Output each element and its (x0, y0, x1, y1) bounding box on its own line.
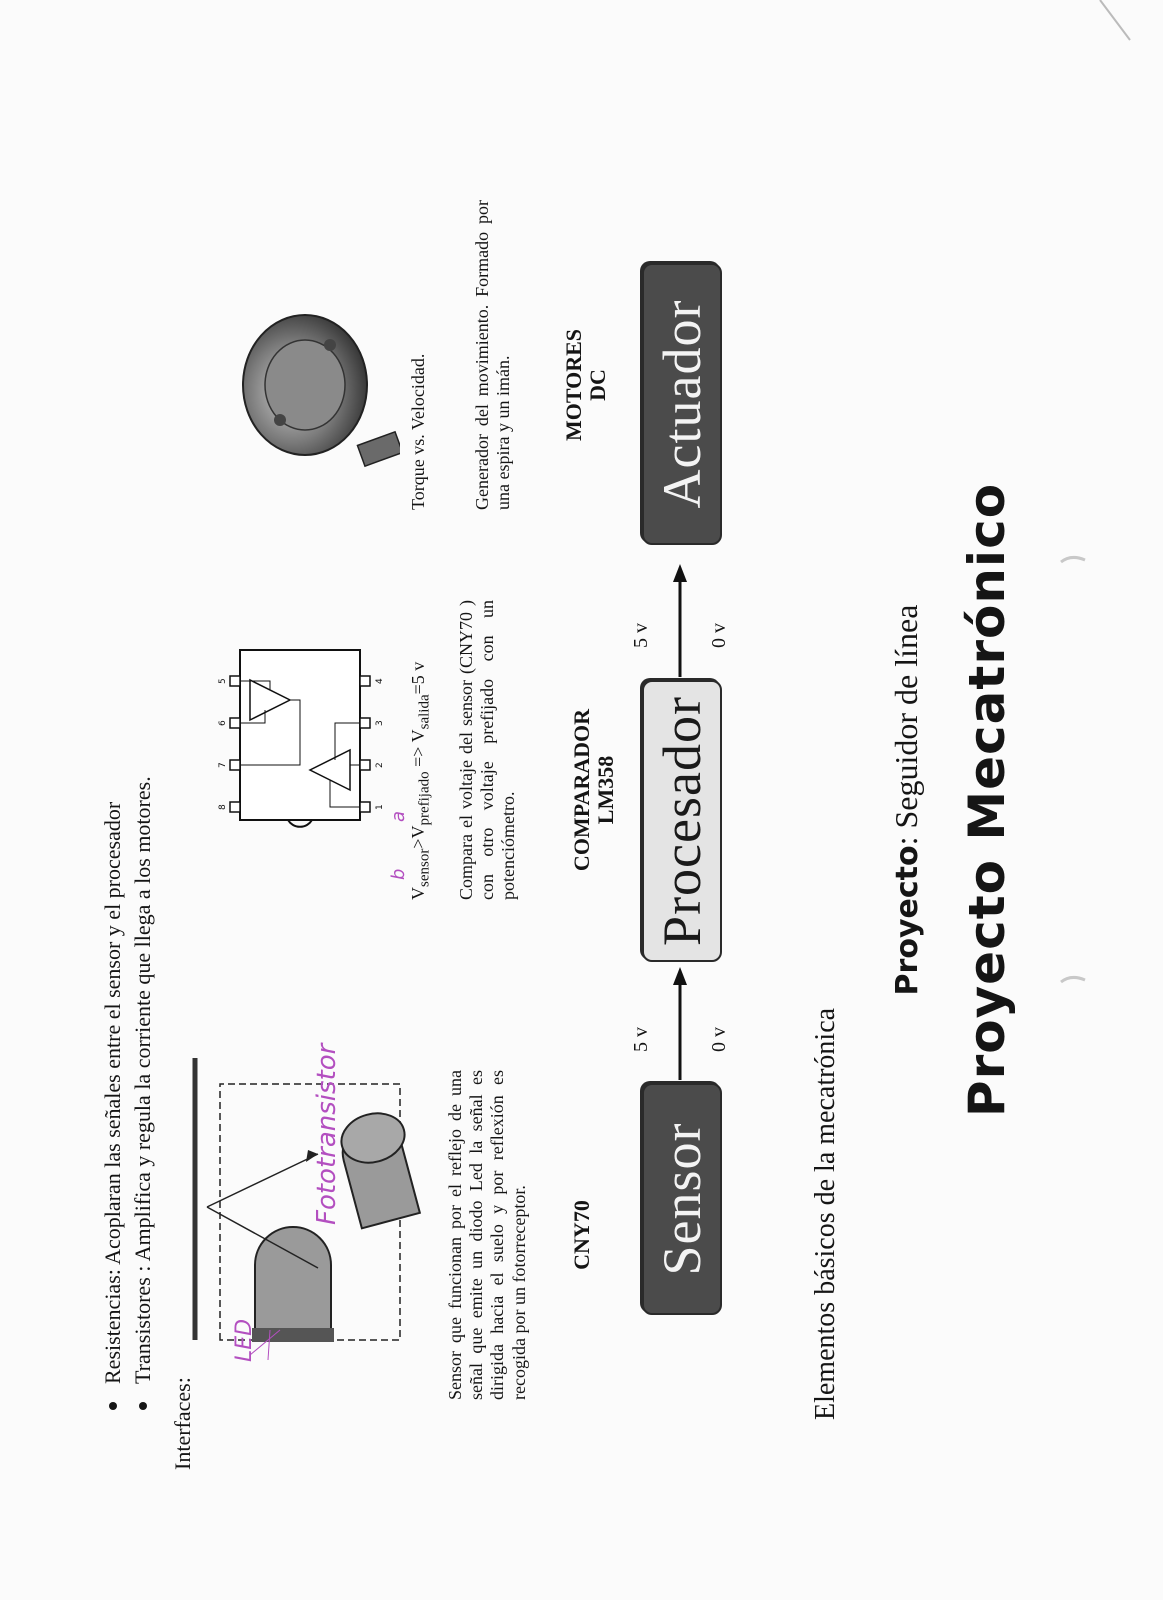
bullet-icon (139, 1402, 147, 1410)
actuator-heading-line1: MOTORES (561, 328, 586, 442)
interfaces-item-text: Transistores : Amplifica y regula la corriente que llega a los motores. (129, 776, 155, 1384)
pin-5-label: 5 (218, 678, 228, 684)
pin-4-label: 4 (375, 678, 385, 684)
page-subtitle (888, 0, 928, 1600)
processor-formula (408, 662, 434, 900)
arrow-2 (650, 562, 710, 682)
pin-3-label: 3 (375, 720, 385, 726)
pin-8-label: 8 (218, 804, 228, 810)
phototransistor-annotation: Fototransistor (312, 1043, 342, 1225)
interfaces-list (98, 110, 157, 1410)
pin-6-label: 6 (218, 720, 228, 726)
arrow-1 (650, 965, 710, 1085)
pin-1-label: 1 (375, 804, 385, 810)
processor-heading-line2: LM358 (593, 755, 619, 825)
processor-description: Compara el voltaje del sensor (CNY70 ) con otro voltaje prefijado con un potenciómetro. (456, 600, 519, 900)
section-heading: Elementos básicos de la mecatrónica (810, 1007, 841, 1420)
interfaces-item-text: Resistencias: Acoplaran las señales entre el sensor y el procesador (100, 801, 125, 1384)
dc-motor-illustration (220, 290, 400, 480)
actuator-block: Actuador (642, 263, 722, 545)
pin-a-annotation: a (388, 810, 409, 822)
arrow-2-bottom-label: 5 v (630, 623, 652, 648)
formula-sub-prefijado: prefijado (416, 771, 433, 826)
actuator-heading (562, 260, 610, 510)
interfaces-label: Interfaces: (170, 1377, 195, 1470)
formula-end: =5 v (408, 661, 428, 695)
processor-heading (570, 680, 618, 900)
formula-sub-salida: salida (416, 694, 433, 730)
actuator-heading-line2: DC (585, 369, 611, 401)
formula-v1: V (408, 887, 428, 900)
processor-heading-line1: COMPARADOR (569, 708, 594, 872)
page-title: Proyecto Mecatrónico (958, 482, 1016, 1118)
pin-7-label: 7 (218, 762, 228, 768)
list-item (128, 110, 158, 1410)
formula-sub-sensor: sensor (416, 848, 433, 887)
list-item (98, 110, 128, 1410)
arrow-1-bottom-label: 5 v (630, 1027, 652, 1052)
led-annotation: LED (232, 1318, 257, 1362)
subtitle-value: : Seguidor de línea (888, 604, 924, 846)
formula-gt: >V (408, 825, 428, 849)
actuator-extra: Torque vs. Velocidad. (408, 353, 428, 510)
arrow-2-top-label: 0 v (708, 623, 730, 648)
subtitle-label: Proyecto (890, 845, 925, 996)
pin-b-annotation: b (388, 868, 409, 880)
sensor-description: Sensor que funcionan por el reflejo de una señal que emite un diodo Led la señal es dirigida hacia el suelo y por reflexión es recogida por un fotorreceptor. (445, 1070, 529, 1400)
processor-block: Procesador (642, 680, 722, 962)
formula-arrow: => V (408, 729, 428, 772)
arrow-1-top-label: 0 v (708, 1027, 730, 1052)
actuator-description: Generador del movimiento. Formado por una espira y un imán. (472, 200, 514, 510)
lm358-chip-diagram (210, 620, 390, 850)
pin-2-label: 2 (375, 762, 385, 768)
bullet-icon (109, 1402, 117, 1410)
sensor-block: Sensor (642, 1083, 722, 1315)
sensor-heading: CNY70 (569, 1200, 594, 1270)
